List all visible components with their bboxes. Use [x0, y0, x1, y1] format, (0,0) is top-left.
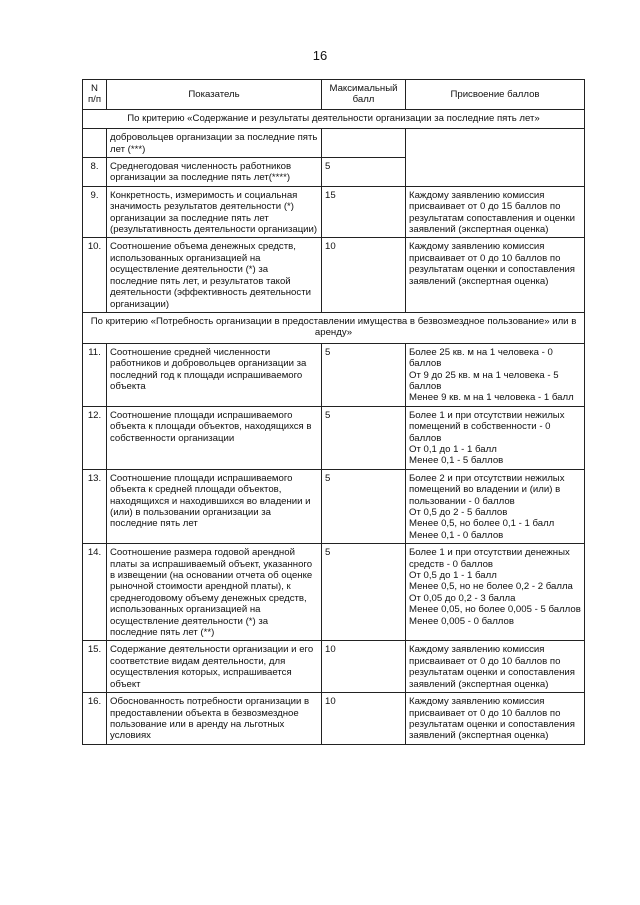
row-max-score [322, 129, 406, 158]
row-indicator: Содержание деятельности организации и его соответствие видам деятельности, для осуществления которых, испрашивается объект [107, 641, 322, 693]
row-indicator: Обоснованность потребности организации в предоставлении объекта в безвозмездное пользование или в аренду на льготных условиях [107, 693, 322, 745]
header-max-score: Максимальный балл [322, 80, 406, 110]
scoring-line: Менее 0,05, но более 0,005 - 5 баллов [409, 604, 581, 616]
row-num: 15. [83, 641, 107, 693]
scoring-line: Более 2 и при отсутствии нежилых помещений во владении и (или) в пользовании - 0 баллов [409, 472, 565, 507]
row-max-score: 5 [322, 158, 406, 187]
row-max-score: 15 [322, 186, 406, 238]
row-num: 13. [83, 469, 107, 543]
row-max-score: 10 [322, 641, 406, 693]
scoring-line: Каждому заявлению комиссия присваивает от 0 до 10 баллов по результатам оценки и сопоставления заявлений (экспертная оценка) [409, 241, 575, 287]
section-row [83, 109, 585, 128]
scoring-line: Менее 0,1 - 0 баллов [409, 529, 504, 541]
row-scoring [406, 186, 585, 238]
scoring-line: От 9 до 25 кв. м на 1 человека - 5 баллов [409, 369, 559, 392]
scoring-line: От 0,5 до 2 - 5 баллов [409, 507, 508, 518]
scoring-line: Более 25 кв. м на 1 человека - 0 баллов [409, 346, 553, 370]
row-num: 8. [83, 158, 107, 187]
row-scoring [406, 238, 585, 312]
header-indicator: Показатель [107, 80, 322, 110]
criteria-table [82, 79, 585, 745]
table-row [83, 641, 585, 693]
row-max-score: 5 [322, 406, 406, 469]
row-num [83, 129, 107, 158]
table-row [83, 129, 585, 158]
row-max-score: 5 [322, 343, 406, 406]
page-number: 16 [312, 48, 328, 63]
row-num: 16. [83, 693, 107, 745]
scoring-line: Менее 0,5, но не более 0,2 - 2 балла [409, 581, 573, 593]
row-scoring [406, 406, 585, 469]
row-max-score: 10 [322, 693, 406, 745]
row-num: 14. [83, 544, 107, 641]
header-scoring: Присвоение баллов [406, 80, 585, 110]
scoring-line: Каждому заявлению комиссия присваивает от 0 до 15 баллов по результатам сопоставления и оценки заявлений (экспертная оценка) [409, 189, 575, 236]
row-max-score: 5 [322, 544, 406, 641]
scoring-line: От 0,05 до 0,2 - 3 балла [409, 592, 516, 604]
row-num: 10. [83, 238, 107, 312]
table-row [83, 343, 585, 406]
row-indicator: Соотношение площади испрашиваемого объекта к площади объектов, находящихся в собственности организации [107, 406, 322, 469]
table-row [83, 406, 585, 469]
table-row [83, 186, 585, 238]
row-indicator: Конкретность, измеримость и социальная значимость результатов деятельности (*) организации за последние пять лет (результативность деятельности организации) [107, 186, 322, 238]
table-row [83, 469, 585, 543]
scoring-line: Менее 0,1 - 5 баллов [409, 455, 504, 467]
row-num: 12. [83, 406, 107, 469]
scoring-line: Каждому заявлению комиссия присваивает от 0 до 10 баллов по результатам оценки и сопоставления заявлений (экспертная оценка) [409, 696, 575, 742]
row-num: 11. [83, 343, 107, 406]
row-scoring [406, 129, 585, 187]
row-scoring [406, 693, 585, 745]
scoring-line: Менее 0,005 - 0 баллов [409, 615, 514, 627]
section-title: По критерию «Содержание и результаты деятельности организации за последние пять лет» [83, 109, 585, 128]
row-indicator: Соотношение площади испрашиваемого объекта к средней площади объектов, находящихся и находившихся во владении и (или) в пользовании организации за последние пять лет [107, 469, 322, 543]
row-scoring [406, 641, 585, 693]
row-scoring [406, 544, 585, 641]
scoring-line: От 0,1 до 1 - 1 балл [409, 443, 497, 455]
scoring-line: Более 1 и при отсутствии нежилых помещений в собственности - 0 баллов [409, 409, 565, 444]
table-row [83, 238, 585, 312]
row-max-score: 5 [322, 469, 406, 543]
row-indicator: Соотношение средней численности работников и добровольцев организации за последний год к площади испрашиваемого объекта [107, 343, 322, 406]
row-indicator: Соотношение объема денежных средств, использованных организацией на осуществление деятельности (*) за последние пять лет, и результатов такой деятельности (эффективность деятельности организации) [107, 238, 322, 312]
table-row [83, 544, 585, 641]
section-title: По критерию «Потребность организации в предоставлении имущества в безвозмездное пользование» или в аренду» [83, 312, 585, 343]
row-scoring [406, 469, 585, 543]
scoring-line: Более 1 и при отсутствии денежных средств - 0 баллов [409, 547, 570, 570]
row-scoring [406, 343, 585, 406]
header-num: N п/п [83, 80, 107, 110]
table-row [83, 693, 585, 745]
scoring-line: Каждому заявлению комиссия присваивает от 0 до 10 баллов по результатам оценки и сопоставления заявлений (экспертная оценка) [409, 644, 575, 690]
table-header-row [83, 80, 585, 110]
row-indicator: Соотношение размера годовой арендной платы за испрашиваемый объект, указанного в извещении (на основании отчета об оценке рыночной стоимости арендной платы), к среднегодовому объему денежных средств, использованных организацией на осуществление деятельности (*) за последние пять лет (**) [107, 544, 322, 641]
section-row [83, 312, 585, 343]
scoring-line: Менее 9 кв. м на 1 человека - 1 балл [409, 392, 574, 404]
row-indicator: Среднегодовая численность работников организации за последние пять лет(****) [107, 158, 322, 187]
row-num: 9. [83, 186, 107, 238]
row-max-score: 10 [322, 238, 406, 312]
row-indicator: добровольцев организации за последние пять лет (***) [107, 129, 322, 158]
scoring-line: Менее 0,5, но более 0,1 - 1 балл [409, 518, 555, 530]
scoring-line: От 0,5 до 1 - 1 балл [409, 570, 497, 582]
